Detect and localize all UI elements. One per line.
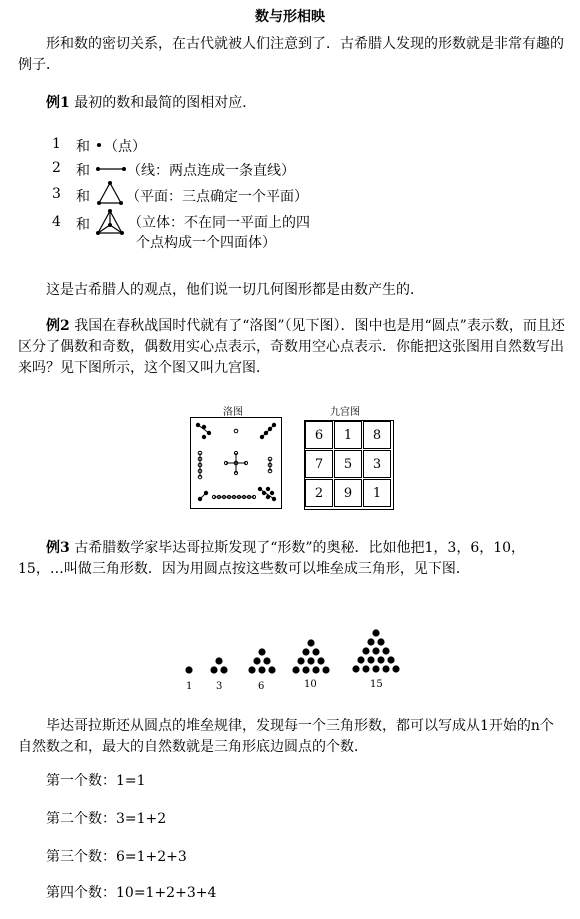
row-number: 4 (52, 214, 61, 230)
point-icon (95, 141, 103, 149)
intro-paragraph: 形和数的密切关系，在古代就被人们注意到了．古希腊人发现的形数就是非常有趣的例子． (18, 36, 564, 73)
sum-line: 第四个数：10=1+2+3+4 (46, 885, 217, 901)
row-number: 2 (52, 160, 61, 176)
row-text: （平面：三点确定一个平面） (126, 189, 308, 205)
row-and: 和 (76, 139, 90, 155)
luotu-label: 洛图 (223, 407, 243, 418)
greek-view-paragraph: 这是古希腊人的观点，他们说一切几何图形都是由数产生的． (46, 282, 424, 298)
sum-line: 第一个数：1=1 (46, 773, 146, 789)
sum-line: 第三个数：6=1+2+3 (46, 849, 187, 865)
triangle-1 (185, 666, 192, 673)
example-2 (18, 316, 566, 379)
grid-cell: 3 (363, 450, 391, 478)
triangle-plane-icon (96, 180, 124, 206)
triangle-15 (352, 629, 399, 672)
row-number: 3 (52, 186, 61, 202)
triangle-10 (292, 639, 329, 673)
grid-cell: 7 (305, 450, 333, 478)
row-and: 和 (76, 163, 90, 179)
triangle-caption: 6 (258, 681, 265, 692)
grid-cell: 1 (363, 479, 391, 507)
line-segment-icon (95, 164, 127, 174)
row-text-continued: 个点构成一个四面体） (136, 235, 276, 251)
page-title: 数与形相映 (255, 9, 325, 25)
tetrahedron-icon (95, 208, 125, 236)
row-and: 和 (76, 217, 90, 233)
example-1-text: 最初的数和最简的图相对应． (74, 95, 257, 111)
number-shape-list (0, 136, 580, 256)
example-3-text: 古希腊数学家毕达哥拉斯发现了“形数”的奥秘．比如他把1，3，6，10，15，…叫做三角形数．因为用圆点按这些数可以堆垒成三角形，见下图． (18, 540, 526, 577)
sum-line: 第二个数：3=1+2 (46, 811, 167, 827)
triangle-6 (248, 648, 275, 673)
jiugong-grid (304, 420, 394, 510)
example-2-text: 我国在春秋战国时代就有了“洛图”（见下图）．图中也是用“圆点”表示数，而且还区分了偶数和奇数，偶数用实心点表示，奇数用空心点表示．你能把这张图用自然数写出来吗？见下图所示，这个图又叫九宫图． (18, 318, 565, 376)
grid-cell: 6 (305, 421, 333, 449)
example-3-label: 例3 (46, 540, 70, 556)
triangle-caption: 15 (370, 679, 383, 690)
example-2-label: 例2 (46, 318, 70, 334)
triangle-caption: 3 (216, 681, 223, 692)
grid-cell: 5 (334, 450, 362, 478)
jiugong-label: 九宫图 (330, 407, 360, 418)
triangle-3 (210, 657, 227, 673)
row-text: （立体：不在同一平面上的四 (128, 215, 310, 231)
row-and: 和 (76, 189, 90, 205)
pythagoras-paragraph: 毕达哥拉斯还从圆点的堆垒规律，发现每一个三角形数，都可以写成从1开始的n个自然数之和，最大的自然数就是三角形底边圆点的个数． (18, 718, 554, 755)
row-number: 1 (52, 136, 61, 152)
grid-cell: 8 (363, 421, 391, 449)
triangle-caption: 1 (186, 681, 193, 692)
row-text: （线：两点连成一条直线） (127, 163, 295, 179)
example-1-label: 例1 (46, 95, 70, 111)
example-3 (18, 538, 566, 580)
luotu-diagram (190, 417, 282, 509)
example-1 (46, 92, 256, 112)
grid-cell: 2 (305, 479, 333, 507)
grid-cell: 1 (334, 421, 362, 449)
row-text: （点） (104, 139, 146, 155)
triangle-caption: 10 (304, 679, 317, 690)
grid-cell: 9 (334, 479, 362, 507)
